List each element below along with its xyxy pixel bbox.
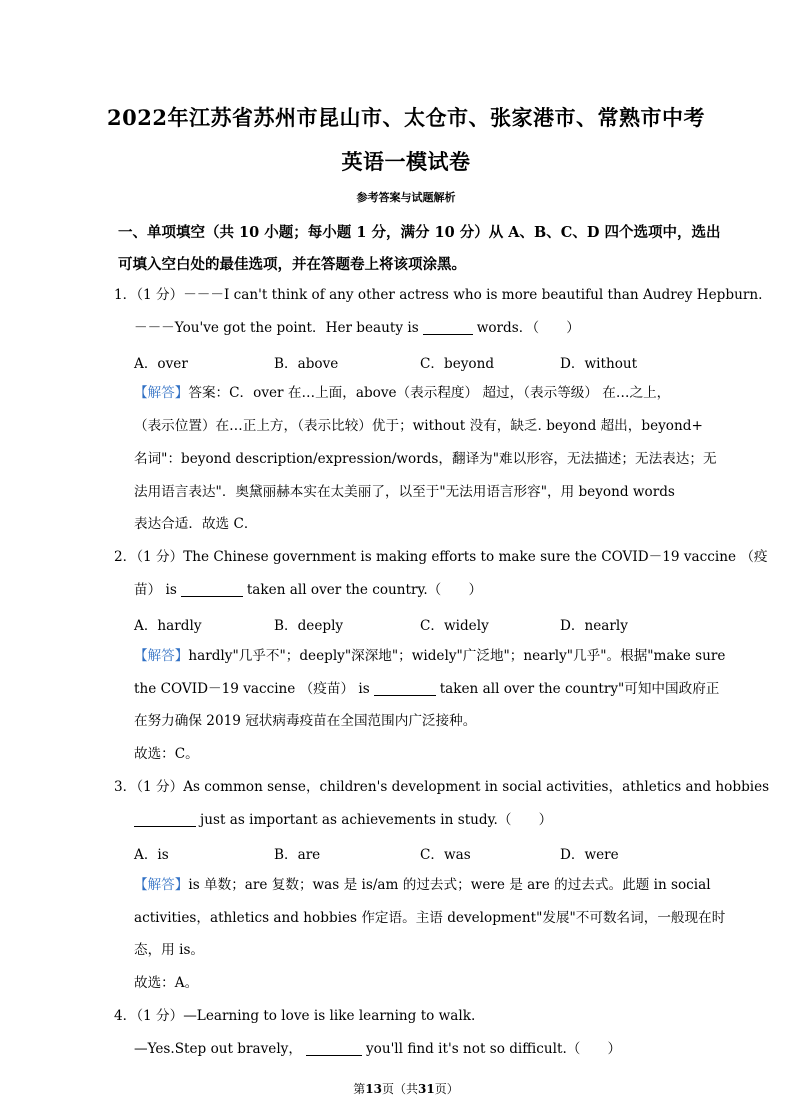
question-1-stem-line1: 1．（1 分）－－－I can't think of any other actress who is more beautiful than Audrey Hepburn. (114, 287, 763, 303)
question-3-stem-line2 (134, 810, 552, 830)
question-1-analysis-line1: 【解答】答案：C．over 在…上面，above（表示程度） 超过，（表示等级） 在…之上， (134, 385, 671, 401)
question-1-option-c: C．beyond (420, 356, 495, 372)
question-3-analysis-line2: activities，athletics and hobbies 作定语。主语 development"发展"不可数名词，一般现在时 (134, 910, 726, 926)
question-2-analysis-line2: the COVID－19 vaccine （疫苗） is taken all over the country"可知中国政府正 (134, 681, 720, 697)
current-page-number: 13 (365, 1082, 382, 1096)
question-1-option-b: B．above (274, 356, 339, 372)
question-1-analysis-line3: 名词"：beyond description/expression/words，翻译为"难以形容，无法描述；无法表达；无 (134, 451, 717, 467)
question-3-stem-line1: 3．（1 分）As common sense，children's development in social activities，athletics and hobbies (114, 779, 770, 795)
question-2-stem-line2 (134, 580, 482, 600)
question-1-option-a: A．over (134, 356, 188, 372)
question-3-analysis-line4: 故选：A。 (134, 975, 199, 991)
question-4-stem-line1: 4．（1 分）—Learning to love is like learning to walk. (114, 1008, 476, 1024)
question-2-blank (181, 582, 243, 597)
question-2-analysis-line1: 【解答】hardly"几乎不"；deeply"深深地"；widely"广泛地"；nearly"几乎"。根据"make sure (134, 648, 726, 664)
question-4-stem-text-a: —Yes.Step out bravely， (134, 1041, 302, 1057)
page-title-line2: 英语一模试卷 (341, 149, 471, 174)
jieda-label: 【解答】 (134, 385, 189, 401)
question-1-analysis-line2: （表示位置）在…正上方，（表示比较）优于；without 没有，缺乏. beyond 超出，beyond+ (134, 418, 703, 434)
question-3-analysis-line1: 【解答】is 单数；are 复数；was 是 is/am 的过去式；were 是 are 的过去式。此题 in social (134, 877, 711, 893)
question-2-option-d: D．nearly (560, 618, 628, 634)
question-1-analysis-line5: 表达合适．故选 C． (134, 516, 258, 532)
question-3-option-d: D．were (560, 847, 619, 863)
question-1-analysis-line4: 法用语言表达"．奥黛丽赫本实在太美丽了，以至于"无法用语言形容"，用 beyond words (134, 484, 675, 500)
question-2-option-b: B．deeply (274, 618, 344, 634)
question-3-blank (134, 812, 196, 827)
total-page-count: 31 (418, 1082, 435, 1096)
question-3-option-a: A．is (134, 847, 169, 863)
question-1-blank (423, 320, 473, 335)
page-footer: 第13页（共31页） (353, 1082, 459, 1096)
question-4-stem-line2 (134, 1039, 621, 1059)
jieda-label: 【解答】 (134, 648, 189, 664)
question-4-stem-text-b: you'll find it's not so difficult.（ ） (365, 1041, 622, 1057)
page-subtitle: 参考答案与试题解析 (356, 191, 456, 204)
section-heading-line2: 可填入空白处的最佳选项，并在答题卷上将该项涂黑。 (118, 256, 466, 273)
question-3-analysis-line3: 态，用 is。 (134, 942, 205, 958)
question-1-stem-text-b: words．（ ） (476, 320, 580, 336)
question-2-stem-text-a: 苗） is (134, 582, 177, 598)
question-3-option-c: C．was (420, 847, 471, 863)
question-4-blank (306, 1041, 362, 1056)
jieda-label: 【解答】 (134, 877, 189, 893)
question-2-analysis-blank (374, 681, 436, 696)
section-heading-line1: 一、单项填空（共 10 小题；每小题 1 分，满分 10 分）从 A、B、C、D 四个选项中，选出 (118, 224, 721, 241)
page-title-line1: 2022年江苏省苏州市昆山市、太仓市、张家港市、常熟市中考 (107, 105, 705, 130)
question-2-option-c: C．widely (420, 618, 489, 634)
question-2-analysis-line4: 故选：C。 (134, 746, 199, 762)
question-2-analysis-line3: 在努力确保 2019 冠状病毒疫苗在全国范围内广泛接种。 (134, 713, 477, 729)
question-1-stem-line2 (134, 318, 580, 338)
question-1-stem-text-a: －－－You've got the point．Her beauty is (134, 320, 419, 336)
question-1-option-d: D．without (560, 356, 638, 372)
question-2-option-a: A．hardly (134, 618, 202, 634)
question-2-stem-text-b: taken all over the country.（ ） (246, 582, 483, 598)
question-3-option-b: B．are (274, 847, 321, 863)
question-2-stem-line1: 2．（1 分）The Chinese government is making efforts to make sure the COVID－19 vaccine （疫 (114, 549, 768, 565)
question-3-stem-text-b: just as important as achievements in study.（ ） (200, 812, 553, 828)
